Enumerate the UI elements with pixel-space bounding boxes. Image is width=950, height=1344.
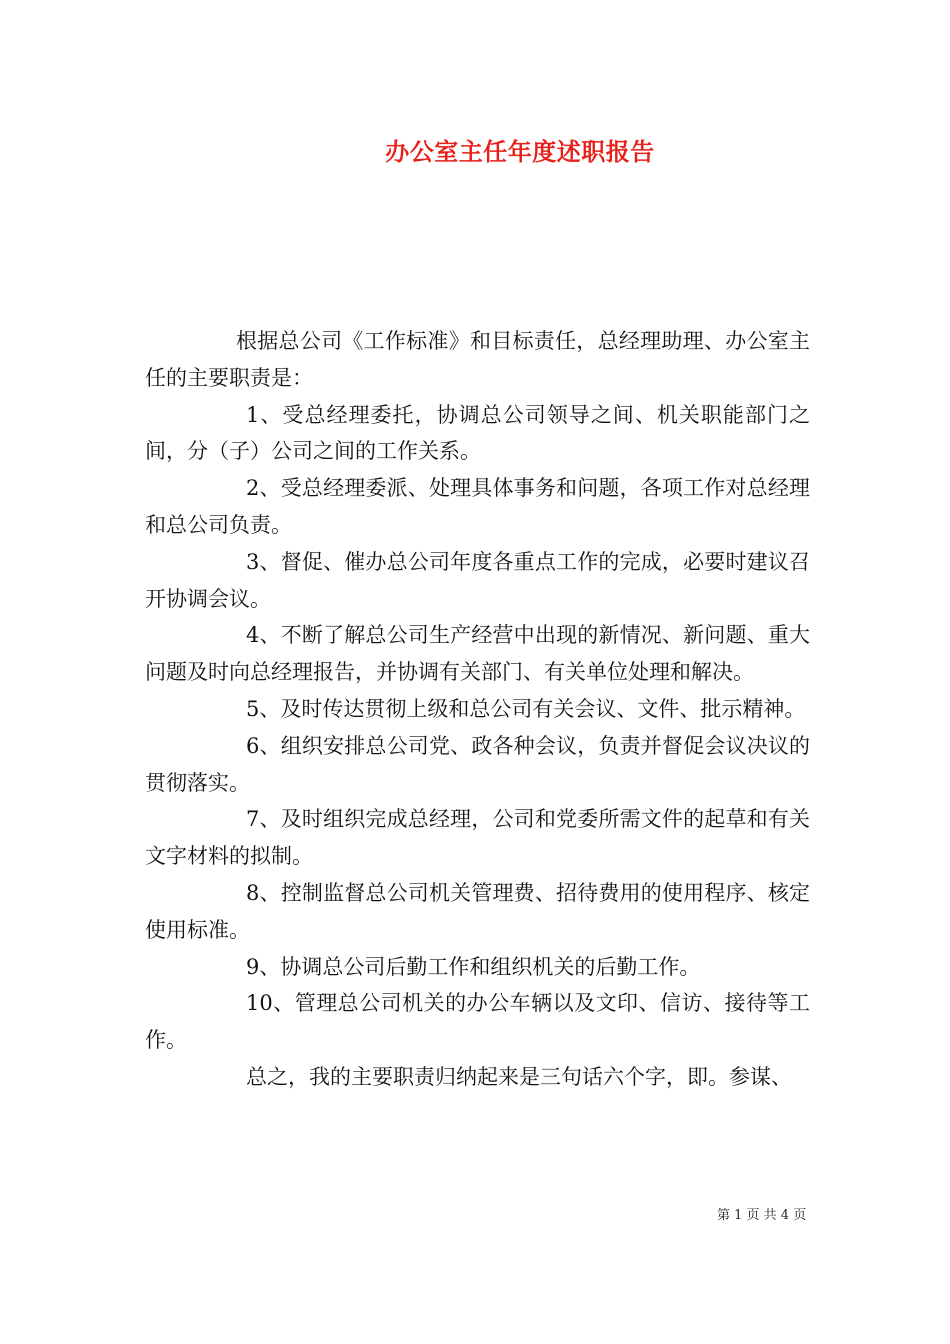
duty-item-4: 4、不断了解总公司生产经营中出现的新情况、新问题、重大问题及时向总经理报告，并协调有关部门、有关单位处理和解决。 bbox=[145, 623, 810, 685]
duty-item-8: 8、控制监督总公司机关管理费、招待费用的使用程序、核定使用标准。 bbox=[145, 880, 810, 942]
duty-item-2: 2、受总经理委派、处理具体事务和问题，各项工作对总经理和总公司负责。 bbox=[145, 476, 810, 537]
page-number-footer: 第 1 页 共 4 页 bbox=[717, 1208, 807, 1223]
intro-paragraph: 根据总公司《工作标准》和目标责任，总经理助理、办公室主任的主要职责是： bbox=[145, 329, 810, 390]
document-title: 办公室主任年度述职报告 bbox=[385, 137, 655, 166]
duty-item-10: 10、管理总公司机关的办公车辆以及文印、信访、接待等工作。 bbox=[145, 991, 810, 1053]
duty-item-9: 9、协调总公司后勤工作和组织机关的后勤工作。 bbox=[246, 954, 701, 979]
duty-item-1: 1、受总经理委托，协调总公司领导之间、机关职能部门之间，分（子）公司之间的工作关系。 bbox=[145, 402, 810, 464]
summary-paragraph: 总之，我的主要职责归纳起来是三句话六个字，即。参谋、 bbox=[246, 1064, 792, 1089]
duty-item-3: 3、督促、催办总公司年度各重点工作的完成，必要时建议召开协调会议。 bbox=[145, 549, 810, 611]
duty-item-5: 5、及时传达贯彻上级和总公司有关会议、文件、批示精神。 bbox=[246, 696, 806, 721]
duty-item-6: 6、组织安排总公司党、政各种会议，负责并督促会议决议的贯彻落实。 bbox=[145, 733, 810, 795]
document-body bbox=[145, 323, 810, 1096]
duty-item-7: 7、及时组织完成总经理，公司和党委所需文件的起草和有关文字材料的拟制。 bbox=[145, 807, 810, 869]
